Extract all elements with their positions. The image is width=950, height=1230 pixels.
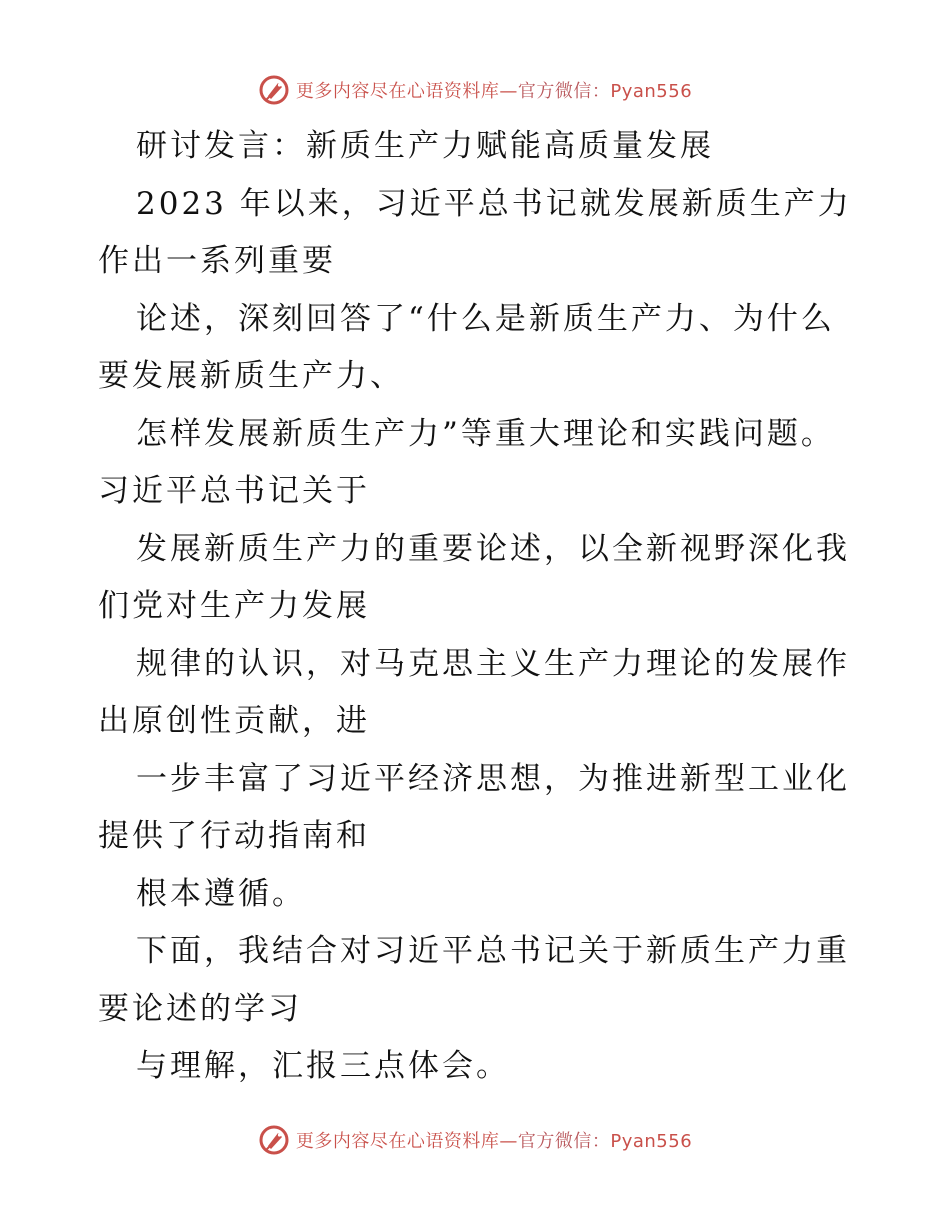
document-body (98, 118, 858, 1096)
banner-dash: — (499, 81, 518, 102)
paragraph-line: 根本遵循。 (136, 875, 306, 912)
paragraph-line: 下面，我结合对习近平总书记关于新质生产力重 (136, 933, 850, 969)
paragraph-line: 怎样发展新质生产力”等重大理论和实践问题。 (136, 415, 835, 452)
paragraph-line: 规律的认识，对马克思主义生产力理论的发展作 (136, 645, 850, 682)
header-watermark-banner (0, 70, 950, 110)
pen-nib-seal-icon (258, 1124, 290, 1156)
footer-watermark-banner (0, 1120, 950, 1160)
paragraph-line: 作出一系列重要 (98, 243, 336, 279)
banner-lead-text: 更多内容尽在心语资料库 (295, 81, 500, 102)
banner-wechat-label: 官方微信： (517, 81, 611, 102)
paragraph-line: 与理解，汇报三点体会。 (136, 1048, 510, 1084)
banner-wechat-label: 官方微信： (517, 1131, 611, 1152)
paragraph-line: 2023 年以来，习近平总书记就发展新质生产力 (136, 185, 852, 222)
paragraph-line: 论述，深刻回答了“什么是新质生产力、为什么 (136, 300, 835, 337)
paragraph-line: 们党对生产力发展 (98, 588, 370, 624)
banner-dash: — (499, 1131, 518, 1152)
pen-nib-seal-icon (258, 74, 290, 106)
banner-text (296, 1127, 692, 1153)
paragraph-line: 一步丰富了习近平经济思想，为推进新型工业化 (136, 760, 850, 797)
paragraph-line: 出原创性贡献，进 (98, 703, 370, 739)
banner-wechat-handle: Pyan556 (610, 81, 693, 102)
paragraph-line: 要论述的学习 (98, 990, 302, 1027)
document-title: 研讨发言：新质生产力赋能高质量发展 (136, 128, 714, 164)
paragraph-line: 要发展新质生产力、 (98, 358, 404, 394)
paragraph-line: 提供了行动指南和 (98, 818, 370, 854)
banner-lead-text: 更多内容尽在心语资料库 (295, 1131, 500, 1152)
paragraph-line: 习近平总书记关于 (98, 473, 370, 509)
paragraph-line: 发展新质生产力的重要论述，以全新视野深化我 (136, 530, 850, 567)
banner-wechat-handle: Pyan556 (610, 1131, 693, 1152)
banner-text (296, 77, 692, 103)
